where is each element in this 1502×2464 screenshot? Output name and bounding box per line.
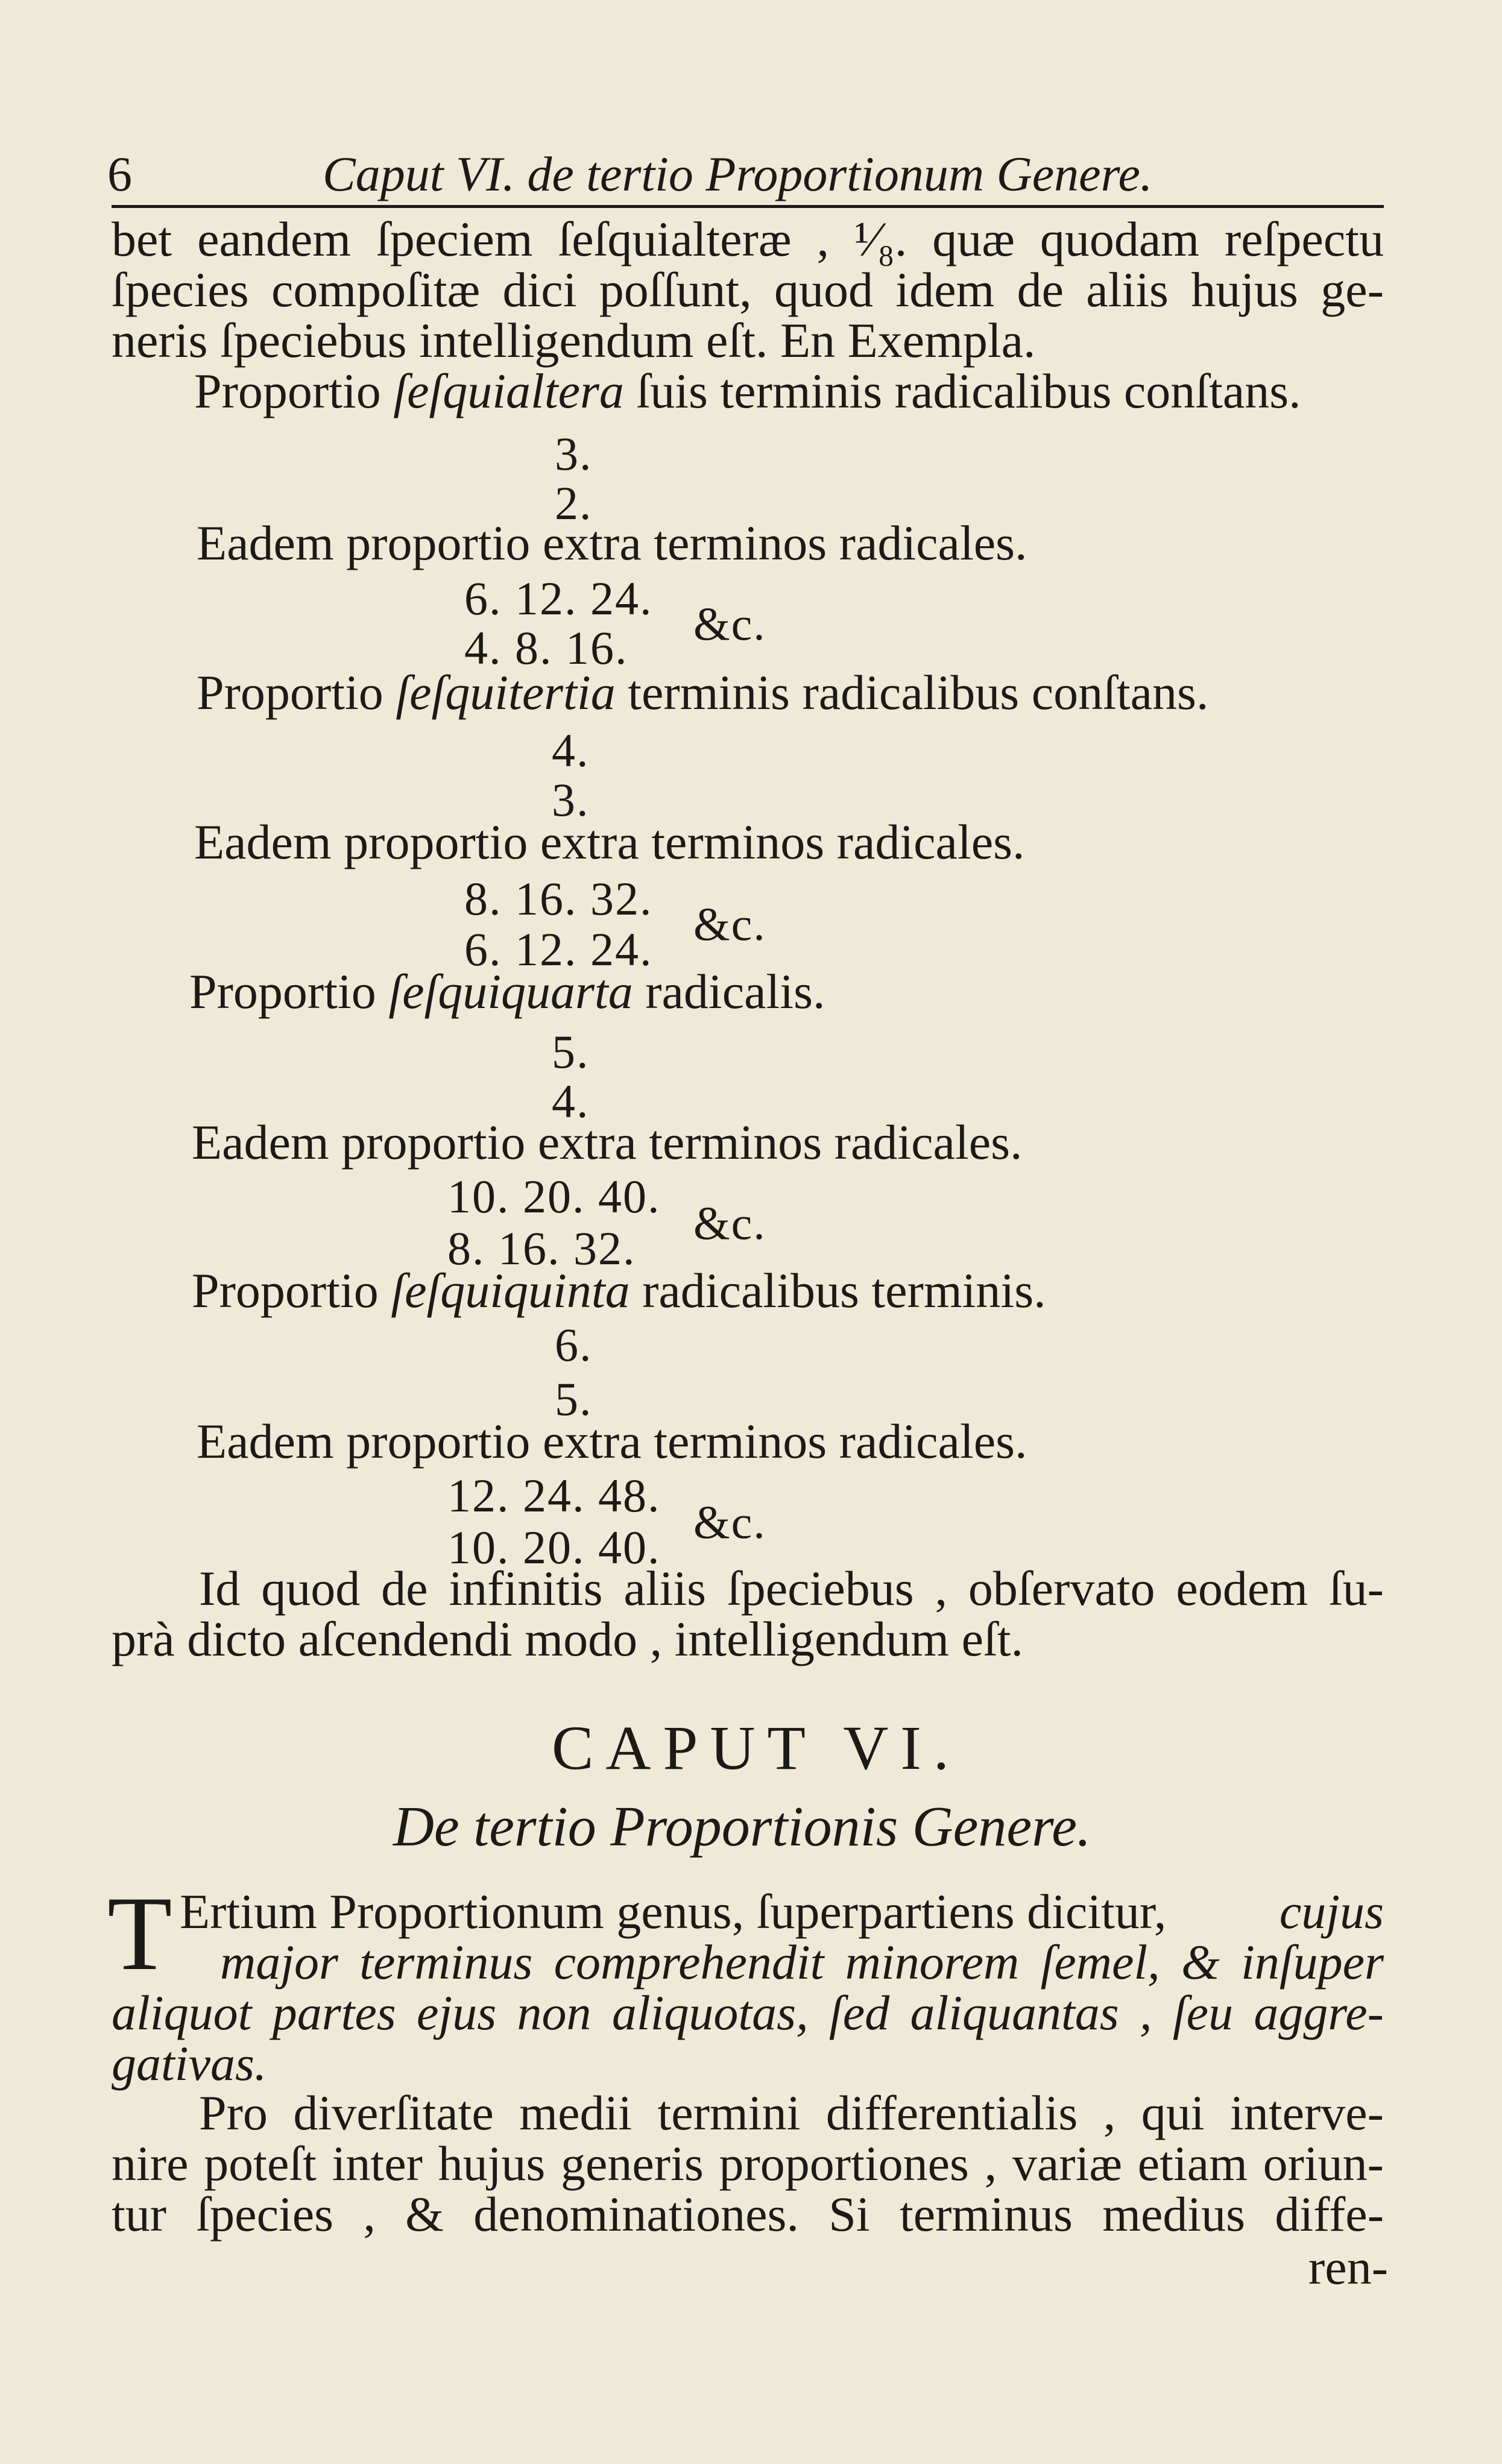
extra-terms-row-1: 12. 24. 48. — [447, 1469, 661, 1522]
proportion-description: radicalis. — [645, 964, 825, 1019]
proportion-name: ſeſquiquinta — [391, 1263, 630, 1318]
intro-line-2: ſpecies compoſitæ dici poſſunt, quod idem de aliis hujus ge- — [112, 262, 1384, 317]
proportion-label: Proportio — [194, 364, 381, 418]
proportion-label: Proportio — [192, 1263, 379, 1318]
proportion-name: ſeſquialtera — [393, 364, 624, 418]
intro-line-1: bet eandem ſpeciem ſeſquialteræ , ¹⁄₈. quæ quodam reſpectu — [112, 212, 1384, 266]
extra-terms-label: Eadem proportio extra terminos radicales. — [197, 1414, 1027, 1469]
body-line-1-roman: Ertium Proportionum genus, ſuperpartiens dicitur, — [180, 1884, 1167, 1939]
etc-mark: &c. — [693, 597, 766, 650]
extra-terms-row-1: 8. 16. 32. — [464, 872, 653, 925]
proportion-description: terminis radicalibus conſtans. — [628, 665, 1209, 720]
extra-terms-row-2: 4. 8. 16. — [464, 622, 628, 674]
extra-terms-label: Eadem proportio extra terminos radicales. — [194, 815, 1025, 869]
body-line-2: major terminus comprehendit minorem ſemel, & inſuper — [220, 1935, 1384, 1990]
proportion-description: radicalibus terminis. — [642, 1263, 1046, 1318]
body-line-1 — [180, 1884, 1384, 1939]
proportion-name: ſeſquitertia — [396, 665, 616, 720]
extra-terms-label: Eadem proportio extra terminos radicales. — [192, 1115, 1023, 1170]
drop-cap: T — [107, 1875, 172, 1993]
etc-mark: &c. — [693, 1197, 766, 1249]
body-line-4: gativas. — [112, 2036, 267, 2091]
body-line-7: tur ſpecies , & denominationes. Si terminus medius diffe- — [112, 2187, 1384, 2242]
catchword: ren- — [1308, 2240, 1389, 2295]
proportion-description: ſuis terminis radicalibus conſtans. — [636, 364, 1301, 418]
chapter-subtitle: De tertio Proportionis Genere. — [393, 1795, 1091, 1858]
page-number: 6 — [107, 147, 132, 201]
proportion-heading-1 — [194, 364, 1301, 418]
radical-term-bottom: 3. — [552, 774, 590, 826]
radical-term-top: 6. — [555, 1319, 593, 1371]
body-line-5: Pro diverſitate medii termini differentialis , qui interve- — [199, 2085, 1384, 2140]
body-line-6: nire poteſt inter hujus generis proportiones , variæ etiam oriun- — [112, 2136, 1384, 2191]
proportion-label: Proportio — [197, 665, 383, 720]
proportion-label: Proportio — [189, 964, 376, 1019]
header-rule — [112, 205, 1384, 208]
running-title: Caput VI. de tertio Proportionum Genere. — [323, 147, 1153, 201]
proportion-heading-2 — [197, 665, 1209, 720]
etc-mark: &c. — [693, 898, 766, 950]
body-line-3: aliquot partes ejus non aliquotas, ſed aliquantas , ſeu aggre- — [112, 1985, 1384, 2040]
extra-terms-row-2: 10. 20. 40. — [447, 1521, 661, 1574]
closing-line-2: prà dicto aſcendendi modo , intelligendum eſt. — [112, 1612, 1024, 1666]
proportion-heading-3 — [189, 964, 825, 1019]
radical-term-top: 4. — [552, 724, 590, 777]
body-line-1-italic: cujus — [1279, 1884, 1384, 1939]
extra-terms-label: Eadem proportio extra terminos radicales. — [197, 515, 1027, 570]
radical-term-top: 5. — [552, 1026, 590, 1078]
extra-terms-row-2: 6. 12. 24. — [464, 923, 653, 975]
closing-line-1: Id quod de infinitis aliis ſpeciebus , obſervato eodem ſu- — [199, 1561, 1384, 1616]
etc-mark: &c. — [693, 1496, 766, 1548]
proportion-heading-4 — [192, 1263, 1046, 1318]
proportion-name: ſeſquiquarta — [388, 964, 633, 1019]
intro-line-3: neris ſpeciebus intelligendum eſt. En Exempla. — [112, 313, 1036, 368]
extra-terms-row-1: 10. 20. 40. — [447, 1170, 661, 1223]
radical-term-bottom: 2. — [555, 477, 593, 529]
radical-term-top: 3. — [555, 427, 593, 480]
extra-terms-row-1: 6. 12. 24. — [464, 572, 653, 625]
chapter-title: CAPUT VI. — [552, 1713, 961, 1783]
extra-terms-row-2: 8. 16. 32. — [447, 1222, 636, 1275]
radical-term-bottom: 4. — [552, 1075, 590, 1127]
radical-term-bottom: 5. — [555, 1373, 593, 1425]
